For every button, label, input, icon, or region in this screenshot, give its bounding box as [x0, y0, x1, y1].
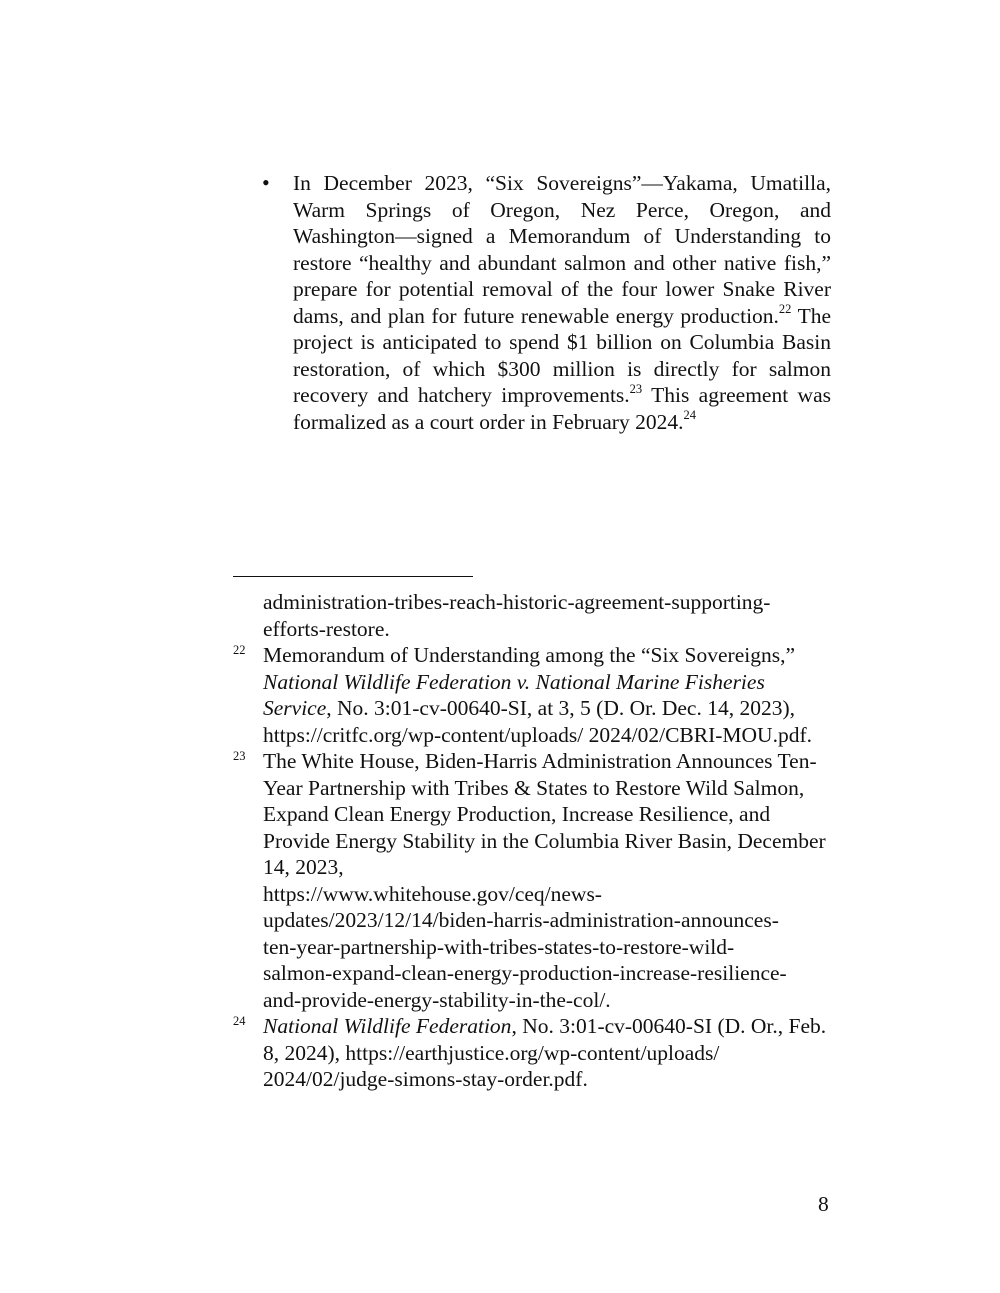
footnote-23 — [233, 748, 833, 1013]
footnote-22-text-a: Memorandum of Understanding among the “Six Sovereigns,” — [263, 643, 796, 667]
footnote-23-url-line: updates/2023/12/14/biden-harris-administration-announces- — [263, 908, 779, 932]
footnote-ref-24[interactable]: 24 — [683, 408, 696, 423]
footnote-separator — [233, 576, 473, 577]
footnotes-section — [233, 589, 833, 1093]
footnote-24-case-name: National Wildlife Federation — [263, 1014, 512, 1038]
footnote-23-url-line: https://www.whitehouse.gov/ceq/news- — [263, 881, 602, 906]
footnote-24 — [233, 1013, 833, 1093]
bullet-paragraph — [293, 170, 831, 435]
footnote-22-text-b: , No. 3:01-cv-00640-SI, at 3, 5 (D. Or. Dec. 14, 2023), https://critfc.org/wp-content/uploads/ 2024/02/CBRI-MOU.pdf. — [263, 696, 812, 747]
footnote-23-url[interactable] — [263, 881, 833, 1014]
footnote-continued-text: administration-tribes-reach-historic-agreement-supporting-efforts-restore. — [263, 590, 771, 641]
footnote-ref-22[interactable]: 22 — [778, 302, 792, 317]
footnote-23-url-line: salmon-expand-clean-energy-production-increase-resilience- — [263, 961, 787, 985]
bullet-icon: • — [262, 170, 270, 195]
footnote-number-22: 22 — [233, 643, 246, 657]
footnote-22-case-name: National Wildlife Federation v. National Marine Fisheries Service — [263, 669, 765, 720]
footnote-23-text: The White House, Biden-Harris Administration Announces Ten-Year Partnership with Tribes & States to Restore Wild Salmon, Expand Clean Energy Production, Increase Resilience, and Provide Energy Stability in the Columbia River Basin, December 14, 2023, — [263, 749, 826, 879]
footnote-continued — [233, 589, 833, 642]
footnote-ref-23[interactable]: 23 — [629, 381, 643, 396]
footnote-number-23: 23 — [233, 749, 246, 763]
bullet-text-part-2: The project is anticipated to spend $1 billion on Columbia Basin restoration, of which $300 million is directly for salmon recovery and hatchery improvements. — [293, 303, 831, 407]
page-number: 8 — [818, 1192, 829, 1216]
footnote-22 — [233, 642, 833, 748]
footnote-23-url-line: and-provide-energy-stability-in-the-col/. — [263, 987, 611, 1012]
footnote-number-24: 24 — [233, 1014, 246, 1028]
footnote-23-url-line: ten-year-partnership-with-tribes-states-to-restore-wild- — [263, 934, 735, 959]
footnote-24-text: , No. 3:01-cv-00640-SI (D. Or., Feb. 8, 2024), https://earthjustice.org/wp-content/uploads/ 2024/02/judge-simons-stay-order.pdf. — [263, 1014, 827, 1091]
bullet-text-part-3: This agreement was formalized as a court order in February 2024. — [293, 383, 831, 434]
bullet-text-part-1: In December 2023, “Six Sovereigns”—Yakama, Umatilla, Warm Springs of Oregon, Nez Perce, Oregon, and Washington—signed a Memorandum of Understanding to restore “healthy and abundant salmon and other native fish,” prepare for potential removal of the four lower Snake River dams, and plan for future renewable energy production. — [293, 171, 831, 328]
